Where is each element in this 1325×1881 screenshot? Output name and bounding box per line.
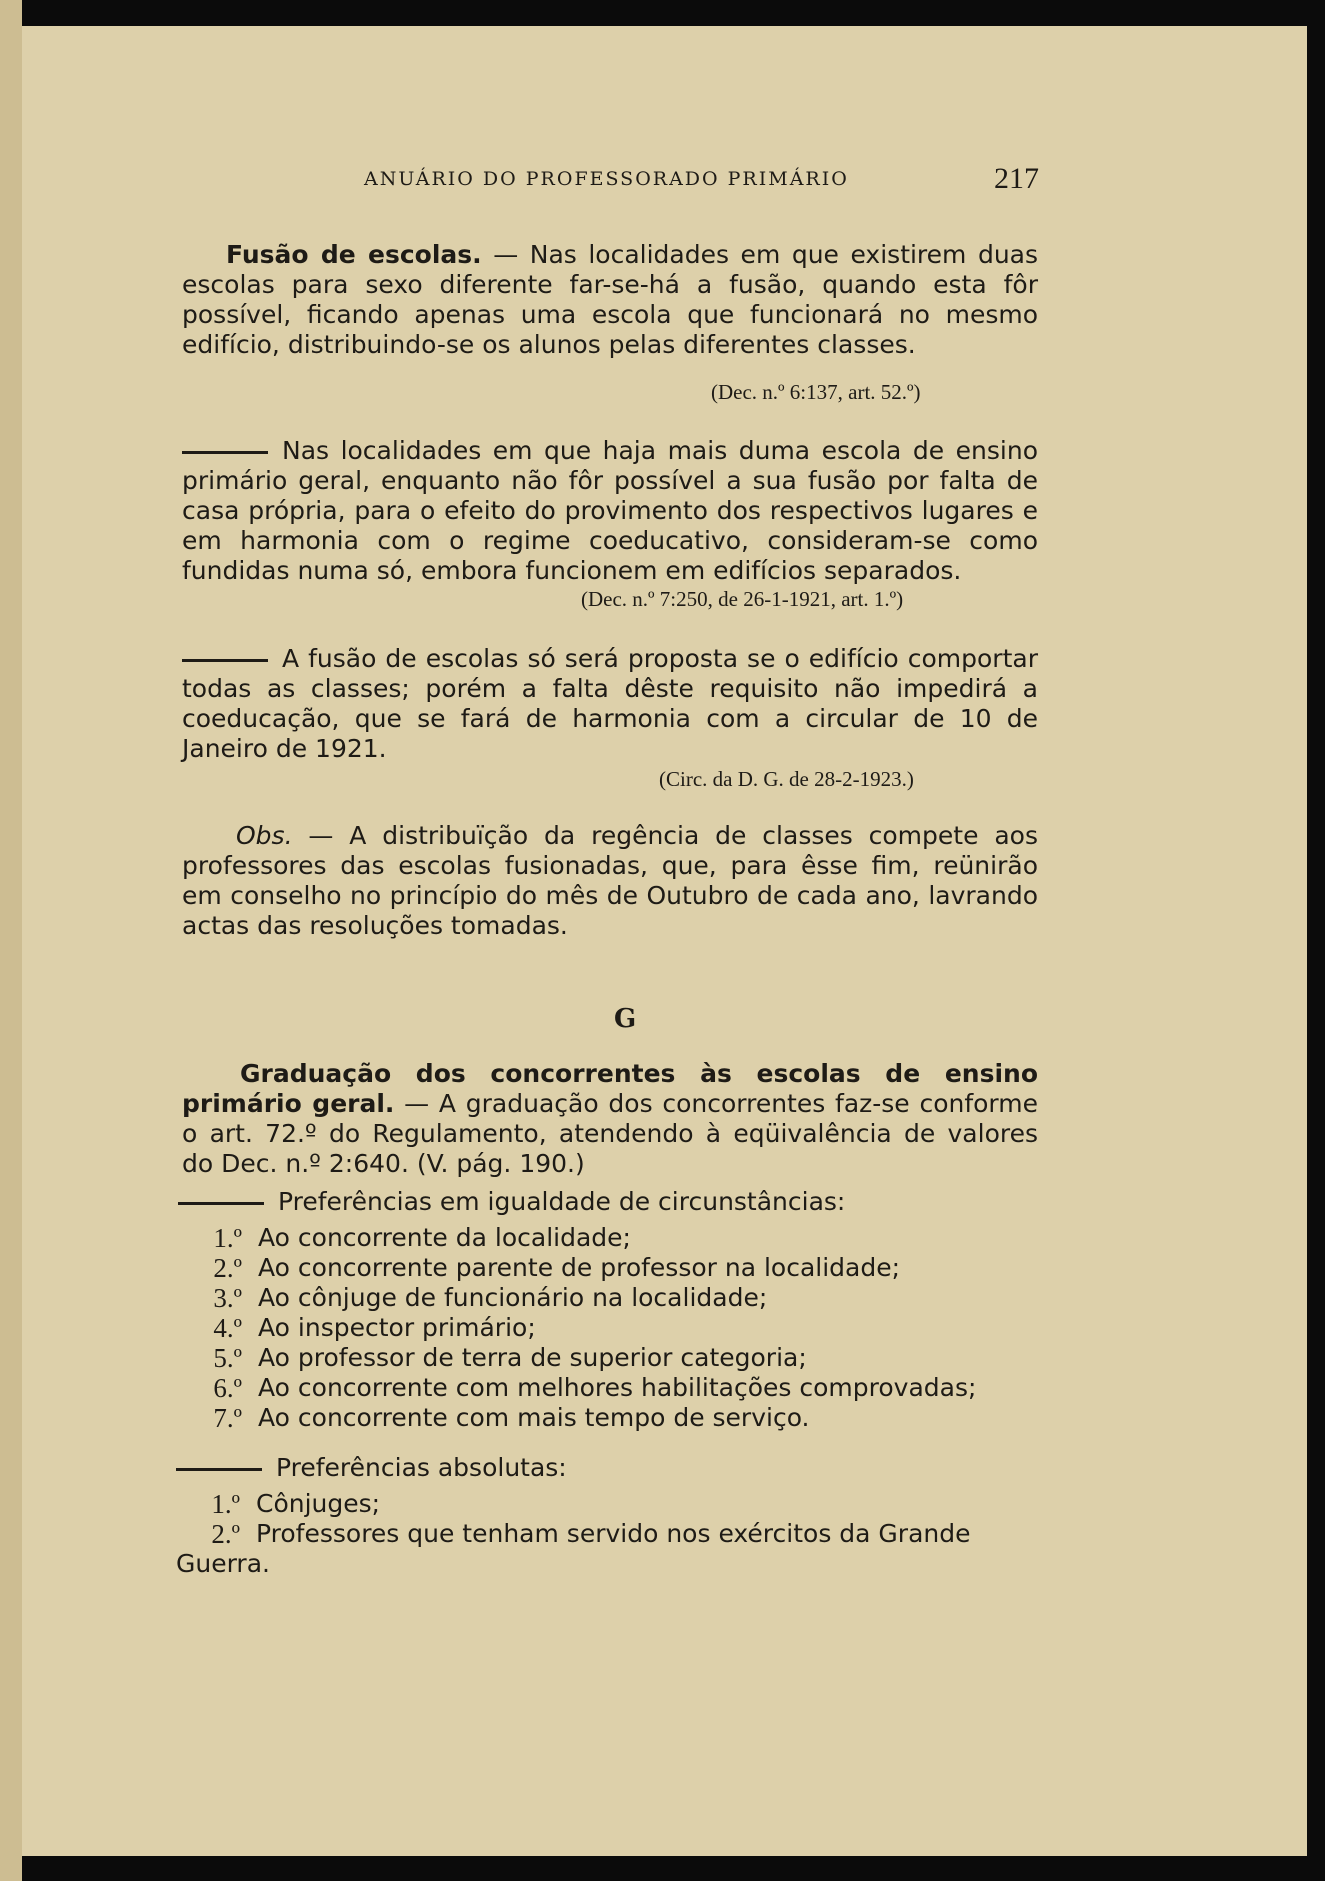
paragraph-fusao xyxy=(182,240,1038,360)
em-dash-rule xyxy=(178,1202,264,1205)
heading-fusao: Fusão de escolas. xyxy=(226,240,482,269)
obs-label: Obs. xyxy=(236,821,293,850)
text-fusao: — Nas localidades em que existirem duas escolas para sexo diferente far-se-há a fusão, quando esta fôr possível, ficando apenas uma escola que funcionará no mesmo edifício, distribuindo-se os alunos pelas diferentes classes. xyxy=(182,240,1039,359)
heading-graduacao: Graduação dos concorrentes às escolas de ensino primário geral. xyxy=(182,1059,1038,1118)
paragraph-graduacao xyxy=(182,1059,1038,1179)
left-margin-strip xyxy=(0,0,22,1881)
preferencias-igualdade-label: Preferências em igualdade de circunstâncias: xyxy=(178,1187,1038,1217)
paragraph-proposta xyxy=(182,644,1038,764)
paragraph-obs xyxy=(182,821,1038,941)
citation-localidades: (Dec. n.º 7:250, de 26-1-1921, art. 1.º) xyxy=(581,587,904,611)
running-title: ANUÁRIO DO PROFESSORADO PRIMÁRIO xyxy=(364,168,849,190)
paragraph-localidades xyxy=(182,436,1038,586)
text-graduacao: — A graduação dos concorrentes faz-se conforme o art. 72.º do Regulamento, atendendo à eqüivalência de valores do Dec. n.º 2:640. (V. pág. 190.) xyxy=(182,1089,1039,1178)
citation-proposta: (Circ. da D. G. de 28-2-1923.) xyxy=(659,767,914,791)
text-localidades: Nas localidades em que haja mais duma escola de ensino primário geral, enquanto não fôr possível a sua fusão por falta de casa própria, para o efeito do provimento dos respectivos lugares e em harmonia com o regime coeducativo, consideram-se como fundidas numa só, embora funcionem em edifícios separados. xyxy=(182,436,1038,585)
list-continuation: Guerra. xyxy=(176,1549,270,1578)
em-dash-rule xyxy=(182,451,268,454)
section-letter: G xyxy=(614,1004,637,1034)
book-page: ANUÁRIO DO PROFESSORADO PRIMÁRIO 217 Fusão de escolas. — Nas localidades em que existirem duas escolas para sexo diferente far-se-há a fusão, quando esta fôr possível, ficando apenas uma escola que funcionará no mesmo edifício, distribuindo-se os alunos pelas diferentes classes. (Dec. n.º 6:137, art. 52.º) Nas localidades em que haja mais duma escola de ensino primário geral, enquanto não fôr possível a sua fusão por falta de casa própria, para o efeito do provimento dos respectivos lugares e em harmonia com o regime coeducativo, consideram-se como fundidas numa só, embora funcionem em edifícios separados. (Dec. n.º 7:250, de 26-1-1921, art. 1.º) A fusão de escolas só será proposta se o edifício comportar todas as classes; porém a falta dêste requisito não impedirá a coeducação, que se fará de harmonia com a circular de 10 de Janeiro de 1921. (Circ. da D. G. de 28-2-1923.) Obs. — A distribuïção da regência de classes compete aos professores das escolas fusionadas, que, para êsse fim, reünirão em conselho no princípio do mês de Outubro de cada ano, lavrando actas das resoluções tomadas. G Graduação dos concorrentes às escolas de ensino primário geral. — A graduação dos concorrentes faz-se conforme o art. 72.º do Regulamento, atendendo à eqüivalência de valores do Dec. n.º 2:640. (V. pág. 190.) Preferências em igualdade de circunstâncias: 1.º Ao concorrente da localidade; 2.º Ao concorrente parente de professor na localidade; 3.º Ao cônjuge de funcionário na localidade; 4.º Ao inspector primário; 5.º Ao professor de terra de superior categoria; 6.º Ao concorrente com melhores habilitações comprovadas; 7.º Ao concorrente com mais tempo de serviço. Preferências absolutas: 1.º Cônjuges; 2.º Professores que tenham servido nos exércitos da Grande Guerra. xyxy=(22,26,1307,1856)
text-obs: — A distribuïção da regência de classes compete aos professores das escolas fusionadas, que, para êsse fim, reünirão em conselho no princípio do mês de Outubro de cada ano, lavrando actas das resoluções tomadas. xyxy=(182,821,1038,940)
preferencias-absolutas-label: Preferências absolutas: xyxy=(176,1453,1036,1483)
citation-fusao: (Dec. n.º 6:137, art. 52.º) xyxy=(711,380,921,404)
em-dash-rule xyxy=(182,659,268,662)
page-number: 217 xyxy=(994,162,1039,195)
text-proposta: A fusão de escolas só será proposta se o edifício comportar todas as classes; porém a falta dêste requisito não impedirá a coeducação, que se fará de harmonia com a circular de 10 de Janeiro de 1921. xyxy=(182,644,1038,763)
em-dash-rule xyxy=(176,1468,262,1471)
